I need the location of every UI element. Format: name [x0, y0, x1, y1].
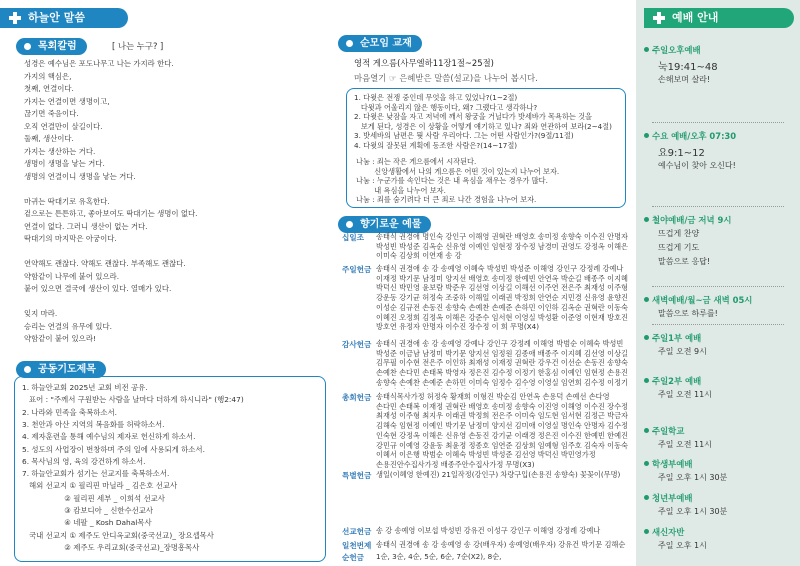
service-name: 철야예배/금 저녁 9시 [652, 215, 732, 225]
service-name: 수요 예배/오후 07:30 [652, 131, 737, 141]
service-detail: 뜨겁게 찬양 [658, 229, 700, 238]
offering-label: 감사헌금 [342, 340, 372, 349]
prayer-line: 국내 선교지 ① 제주도 안디옥교회(중국선교)_ 장요셉목사 [22, 530, 214, 540]
service-name: 새신자반 [652, 527, 685, 537]
column-line: 끊기면 죽음이다. [24, 109, 79, 118]
offering-title: 향기로운 예물 [360, 219, 422, 230]
service-detail: 요9:1~12 [658, 148, 705, 159]
offering-label: 십일조 [342, 233, 365, 242]
column-line: 연결이 없다. 그러니 생산이 없는 거다. [24, 221, 148, 231]
service-detail: 말씀으로 응답! [658, 257, 711, 266]
service-detail: 주일 오후 1시 30분 [658, 507, 728, 516]
prayer-line: 7. 하늘안교회가 섬기는 선교지를 축복하소서. [22, 469, 170, 479]
middle-column [338, 0, 628, 566]
study-question: 보게 된다, 성경은 이 상황을 어떻게 얘기하고 있나? 죄와 연관하여 보라(2~4절) [354, 121, 612, 131]
column-line: 성경은 예수님은 포도나무고 나는 가지라 한다. [24, 59, 174, 68]
study-question: 다윗과 어울리지 않은 행동이다, 왜? 그랬다고 생각하나? [354, 102, 538, 112]
bullet-icon [24, 366, 31, 373]
prayer-line: ② 제주도 우리교회(중국선교)_장명흥목사 [22, 542, 200, 552]
service-detail: 주일 오전 11시 [658, 440, 712, 449]
prayer-line: 3. 천안과 아산 지역의 복음화를 허락하소서. [22, 419, 165, 429]
study-sharing-line: 나눔 : 죄는 작은 게으름에서 시작된다. [356, 157, 477, 166]
column-line: 잊지 마라. [24, 309, 58, 318]
prayer-line: ④ 네팔 _ Kosh Dahal목사 [22, 518, 152, 528]
service-name: 새벽예배/월~금 새벽 05시 [652, 295, 753, 305]
study-question: 1. 다윗은 전쟁 중인데 무엇을 하고 있었나?(1~2절) [354, 93, 518, 102]
column-line: 약함같이 붙어 있으라! [24, 334, 96, 343]
study-question: 3. 밧세바의 남편은 뭣 사람 우리아다. 그는 어떤 사람인가?(9절/11절) [354, 131, 574, 141]
service-detail: 주일 오후 1시 [658, 541, 707, 550]
offering-names: 송태식 권경애 송 강 송예영 이혜숙 박성빈 박성준 이해영 강인구 강정례 강예나 이재정 박기문 남정미 양지선 배영호 송미정 한예빈 안연옥 박순길 배종주 이지혜 박덕신 박민영 윤보람 박준우 김선영 이상길 이해선 이주연 전은주 최재성 이주형 강운동 강기균 허정숙 조중하 이해일 이래권 박정희 안연순 지민경 신유영 윤향진 이성순 김규전 손동진 송향숙 손예찬 손예준 손하민 이인하 김옥순 권혁란 이동숙 이혜진 오정희 김정옥 이해은 강준수 임서현 이영실 박성환 이준영 이현재 방호진 방호연 유정자 안명자 이수진 장수정 이 희 무명(X4) [376, 264, 628, 332]
prayer-line: 4. 제자훈련을 통해 예수님의 제자로 헌신하게 하소서. [22, 432, 196, 442]
column-line: 연약해도 괜찮다. 약해도 괜찮다. 부족해도 괜찮다. [24, 259, 186, 268]
study-sharing-line: 신앙생활에서 나의 게으름은 어떤 것이 있는지 나누어 보자. [356, 166, 560, 176]
column-line: 붙어 있으면 결국에 생산이 있다. 열매가 있다. [24, 284, 172, 293]
column-subtitle: [ 나는 누구? ] [112, 41, 164, 51]
study-heading: 영적 게으름(사무엘하11장1절~25절) [354, 58, 494, 68]
separator [652, 324, 784, 325]
offering-names: 송태식 권경애 명인숙 강인구 이해영 권혁란 배영호 송미정 송향숙 이수진 안명자 박성빈 박성준 김옥순 신유영 이예인 임현정 장수정 남경미 권영도 강정옥 이해은 이미숙 김상희 이연재 송 강 [376, 232, 628, 261]
prayer-line: 6. 목사님의 영, 육의 강건하게 하소서. [22, 456, 146, 466]
column-line: 마귀는 딱대기로 유혹한다. [24, 196, 110, 206]
sidebar-title: 예배 안내 [672, 11, 719, 24]
study-sharing-line: 나눔 : 죄를 숨기려다 더 큰 죄로 나간 경험을 나누어 보자. [356, 195, 537, 205]
offering-names: 송태식 권경애 송 강 송예영 송 강(배우자) 송예영(배우자) 강유건 박기문 김해순 [376, 540, 626, 549]
offering-label: 주일헌금 [342, 265, 372, 274]
service-detail: 눅19:41~48 [658, 62, 718, 73]
prayer-line: 2. 나라와 민족을 축복하소서. [22, 407, 117, 417]
sidebar [636, 0, 800, 566]
column-line: 약함같이 나무에 붙어 있으라. [24, 271, 120, 281]
service-detail: 말씀으로 하루를! [658, 309, 718, 318]
column-line: 겉으로는 튼튼하고, 좋아보여도 딱대기는 생명이 없다. [24, 209, 198, 218]
offering-label: 순헌금 [342, 553, 365, 562]
column-title: 목회칼럼 [38, 41, 77, 52]
prayer-line: 해외 선교지 ① 필리핀 마닐라 _ 김은호 선교사 [22, 481, 178, 491]
plus-icon [653, 12, 665, 24]
study-sharing-line: 나눔 : 누군가를 속인다는 것은 내 욕심을 채우는 경우가 많다. [356, 176, 548, 186]
study-question: 2. 다윗은 낮잠을 자고 저녁에 깨서 왕궁을 거닐다가 밧세바가 목욕하는 것을 [354, 112, 593, 122]
service-name: 주일오후예배 [652, 45, 701, 55]
prayer-line: 5. 성도의 사업장이 번창하며 주의 일에 사용되게 하소서. [22, 444, 205, 454]
column-line: 생명이 생명을 낳는 거다. [24, 159, 105, 168]
column-line: 가지의 핵심은, [24, 71, 72, 81]
prayer-line: ② 필리핀 세부 _ 이희석 선교사 [22, 493, 165, 503]
column-line: 오직 연결만이 살길이다. [24, 121, 103, 131]
offering-names: 송 강 송예영 이보섭 박성빈 강유건 이성구 강인구 이해영 강정례 강예나 [376, 526, 601, 535]
column-line: 가지는 생산하는 거다. [24, 146, 96, 156]
column-line: 승리는 연결의 유무에 있다. [24, 321, 112, 331]
service-detail: 주일 오전 9시 [658, 347, 707, 356]
section-header-title: 하늘안 말씀 [28, 11, 85, 24]
offering-label: 총회헌금 [342, 393, 372, 402]
column-line: 둘째, 생산이다. [24, 134, 74, 143]
column-line: 생명의 연결이니 생명을 낳는 거다. [24, 171, 136, 181]
study-title: 순모임 교재 [360, 38, 412, 49]
separator [652, 286, 784, 287]
service-name: 청년부예배 [652, 493, 693, 503]
service-name: 주일1부 예배 [652, 333, 702, 343]
service-detail: 주일 오후 1시 30분 [658, 473, 728, 482]
prayer-line: 1. 하늘안교회 2025년 교회 비전 공유. [22, 383, 148, 392]
offering-title-pill [338, 216, 431, 233]
service-detail: 예수님이 찾아 오신다! [658, 161, 736, 170]
offering-names: 1순, 3순, 4순, 5순, 6순, 7순(X2), 8순, [376, 552, 502, 561]
bullet-icon [346, 40, 353, 47]
sidebar-header [644, 8, 794, 28]
bullet-icon [24, 43, 31, 50]
offering-label: 특별헌금 [342, 471, 372, 480]
study-sharing-line: 내 욕심을 나누어 보자. [356, 185, 446, 195]
prayer-title: 공동기도제목 [38, 364, 96, 375]
service-detail: 손해보며 살라! [658, 75, 711, 84]
offering-names: 송태식목사가정 허정숙 황재희 이형진 박순김 안연옥 손용덕 손예선 손다영 손다민 손태복 이재정 권혁란 배영호 송미정 송향숙 이진영 이해영 이수진 장수정 최재성 이주형 최지우 이래권 박정희 전은주 이미숙 임도현 임서현 김정근 박금자 김해숙 임현정 이예인 박기문 남정미 양지선 김미애 이영실 명인숙 안명자 김수정 인숙현 강정옥 이해은 신유영 손동진 강기균 이래경 정은진 이수진 한예빈 한예진 강민규 이예영 강윤동 최윤정 정종호 임연준 김상희 임예형 임주호 김숙자 이동숙 이혜서 이은행 박범순 이혜숙 박성빈 박성준 김선영 박덕신 박민영가정 손용진안수집사가정 배종주안수집사가정 무명(X3) [376, 392, 628, 468]
prayer-line: ③ 캄보디아 _ 신한수선교사 [22, 506, 154, 515]
column-line: 가지는 연결이면 생명이고, [24, 96, 110, 106]
section-header [0, 8, 128, 28]
offering-label: 일천번제 [342, 541, 372, 550]
study-subheading: 마음열기 ☞ 은혜받은 말씀(설교)을 나누어 봅시다. [354, 73, 538, 83]
offering-names: 생일(이혜영 한예진) 21일작정(강인구) 차량구입(손용진 송향숙) 꽃꽂이(무명) [376, 470, 621, 479]
column-line: 첫째, 연결이다. [24, 84, 74, 93]
column-line: 딱대기의 마지막은 아궁이다. [24, 234, 117, 243]
prayer-line: 표어 : "주께서 구원받는 사람을 날마다 더하게 하시니라" (행2:47) [22, 395, 244, 405]
separator [652, 206, 784, 207]
service-name: 주일2부 예배 [652, 376, 702, 386]
service-name: 학생부예배 [652, 459, 693, 469]
separator [652, 122, 784, 123]
service-detail: 뜨겁게 기도 [658, 243, 700, 252]
left-column [0, 0, 330, 566]
service-name: 주일학교 [652, 426, 685, 436]
offering-names: 송태식 권경애 송 강 송예영 강예나 강인구 강정례 이해영 박범순 이혜숙 박성빈 박성준 이금남 남정미 박기문 양지선 임정원 김종애 배종주 이지혜 김선영 이상길 김무필 이수현 전은주 이인하 최재성 이재정 권혁란 강우건 이선순 손동진 송향숙 손예찬 손다민 손태복 박영자 정은진 김수정 이정기 한홍심 이예인 임현정 손용진 송향숙 손예찬 손예준 손하민 이미숙 임정수 김수영 이영실 임연희 김수정 이정기 [376, 339, 628, 387]
study-title-pill [338, 35, 422, 52]
plus-icon [9, 12, 21, 24]
column-title-pill [16, 38, 87, 55]
bullet-icon [346, 221, 353, 228]
offering-label: 선교헌금 [342, 527, 372, 536]
study-question: 4. 다윗의 잘못된 계획에 동조한 사람은?(14~17절) [354, 141, 518, 150]
service-detail: 주일 오전 11시 [658, 390, 712, 399]
